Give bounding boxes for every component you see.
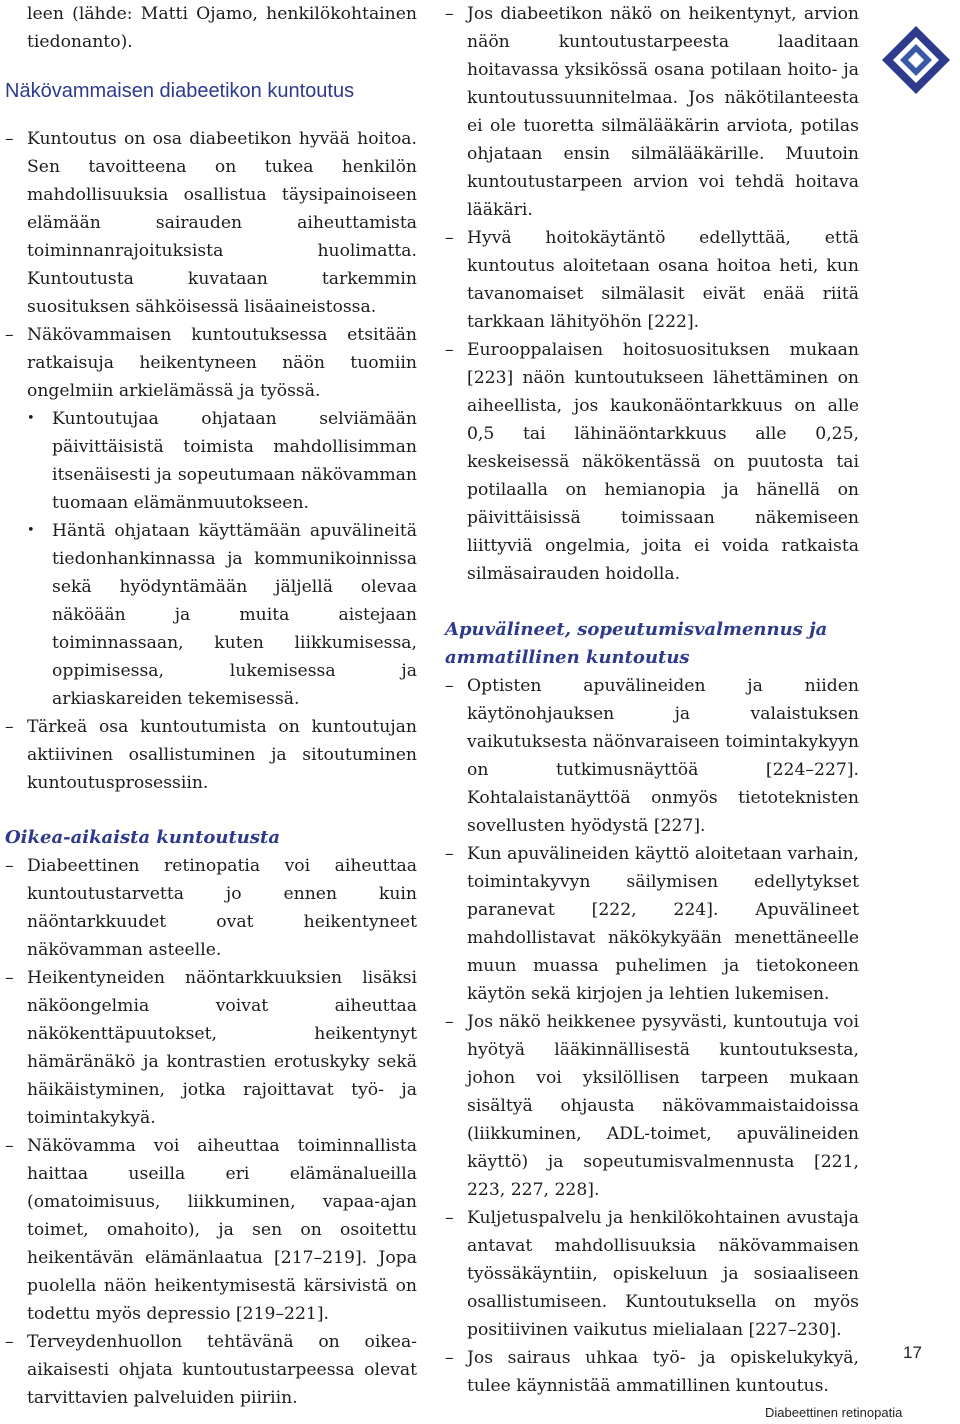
section-heading-aids: Apuvälineet, sopeutumisvalmennus ja ammatillinen kuntoutus xyxy=(445,619,828,668)
list-timely xyxy=(5,852,417,1412)
footer-title: Diabeettinen retinopatia xyxy=(765,1405,903,1420)
list-item: – Kun apuvälineiden käyttö aloitetaan varhain, toimintakyvyn säilymisen edellytykset paranevat [222, 224]. Apuvälineet mahdollistavat näkökykyään menettäneelle muun muassa puhelimen ja tietokoneen käytön sekä kirjojen ja lehtien lukemisen. xyxy=(445,844,859,1004)
page-number: 17 xyxy=(903,1343,922,1362)
list-item: – Tärkeä osa kuntoutumista on kuntoutujan aktiivinen osallistuminen ja sitoutuminen kuntoutusprosessiin. xyxy=(5,717,417,793)
list-assessment xyxy=(445,0,859,588)
list-rehab-2 xyxy=(5,713,417,797)
intro-text: leen (lähde: Matti Ojamo, henkilökohtainen tiedonanto). xyxy=(27,4,417,52)
list-item: – Jos diabeetikon näkö on heikentynyt, arvion näön kuntoutustarpeesta laaditaan hoitavassa yksikössä osana potilaan hoito- ja kuntoutussuunnitelmaa. Jos näkötilanteesta ei ole tuoretta silmälääkärin arviota, potilas ohjataan ensin silmälääkärille. Muutoin kuntoutustarpeen arvion voi tehdä hoitava lääkäri. xyxy=(445,4,859,220)
list-item: – Näkövamma voi aiheuttaa toiminnallista haittaa useilla eri elämänalueilla (omatoimisuus, liikkuminen, vapaa-ajan toimet, omahoito), ja sen on osoitettu heikentävän elämänlaatua [217–219]. Jopa puolella näön heikentymisestä kärsivistä on todettu myös depressio [219–221]. xyxy=(5,1136,417,1324)
list-item: – Näkövammaisen kuntoutuksessa etsitään ratkaisuja heikentyneen näön tuomiin ongelmiin arkielämässä ja työssä. xyxy=(5,325,417,401)
left-column xyxy=(5,0,417,1412)
list-item: – Kuljetuspalvelu ja henkilökohtainen avustaja antavat mahdollisuuksia näkövammaisen työssäkäyntiin, opiskeluun ja sosiaaliseen osallistumiseen. Kuntoutuksella on myös positiivinen vaikutus mielialaan [227–230]. xyxy=(445,1208,859,1340)
list-item: – Jos näkö heikkenee pysyvästi, kuntoutuja voi hyötyä lääkinnällisestä kuntoutuksesta, johon voi yksilöllisen tarpeen mukaan sisältyä ohjausta näkövammaistaidoissa (liikkuminen, ADL-toimet, apuvälineiden käyttö) ja sopeutumisvalmennusta [221, 223, 227, 228]. xyxy=(445,1012,859,1200)
list-item: – Jos sairaus uhkaa työ- ja opiskelukykyä, tulee käynnistää ammatillinen kuntoutus. xyxy=(445,1348,859,1396)
list-aids xyxy=(445,672,859,1400)
section-heading-rehab: Näkövammaisen diabeetikon kuntoutus xyxy=(5,80,355,102)
diamond-logo-icon xyxy=(880,24,952,96)
list-item: – Kuntoutus on osa diabeetikon hyvää hoitoa. Sen tavoitteena on tukea henkilön mahdollisuuksia osallistua täysipainoiseen elämään sairauden aiheuttamista toiminnanrajoituksista huolimatta. Kuntoutusta kuvataan tarkemmin suosituksen sähköisessä lisäaineistossa. xyxy=(5,129,417,317)
list-item: – Heikentyneiden näöntarkkuuksien lisäksi näköongelmia voivat aiheuttaa näkökenttäpuutokset, heikentynyt hämäränäkö ja kontrastien erotuskyky sekä häikäistyminen, jotka rajoittavat työ- ja toimintakykyä. xyxy=(5,968,417,1128)
sublist-rehab xyxy=(5,405,417,713)
section-heading-timely: Oikea-aikaista kuntoutusta xyxy=(5,827,280,848)
list-item: – Hyvä hoitokäytäntö edellyttää, että kuntoutus aloitetaan osana hoitoa heti, kun tavanomaiset silmälasit eivät enää riitä tarkkaan lähityöhön [222]. xyxy=(445,228,859,332)
list-item: – Eurooppalaisen hoitosuosituksen mukaan [223] näön kuntoutukseen lähettäminen on aiheellista, jos kaukonäöntarkkuus on alle 0,5 tai lähinäöntarkkuus alle 0,25, keskeisessä näkökentässä on puutosta tai potilaalla on hemianopia ja hänellä on päivittäisissä toimissaan näkemiseen liittyviä ongelmia, joita ei voida ratkaista silmäsairauden hoidolla. xyxy=(445,340,859,584)
list-item: – Terveydenhuollon tehtävänä on oikea-aikaisesti ohjata kuntoutustarpeessa olevat tarvittavien palveluiden piiriin. xyxy=(5,1332,417,1408)
list-item: – Optisten apuvälineiden ja niiden käytönohjauksen ja valaistuksen vaikutuksesta näönvaraiseen toimintakykyyn on tutkimusnäyttöä [224–227]. Kohtalaistanäyttöä onmyös tietoteknisten sovellusten hyödystä [227]. xyxy=(445,676,859,836)
list-item: – Diabeettinen retinopatia voi aiheuttaa kuntoutustarvetta jo ennen kuin näöntarkkuudet ovat heikentyneet näkövamman asteelle. xyxy=(5,856,417,960)
sub-list-item: • Häntä ohjataan käyttämään apuvälineitä tiedonhankinnassa ja kommunikoinnissa sekä hyödyntämään jäljellä olevaa näköään ja muita aistejaan toiminnassaan, kuten liikkumisessa, oppimisessa, lukemisessa ja arkiaskareiden tekemisessä. xyxy=(27,521,417,709)
right-column xyxy=(445,0,859,1400)
sub-list-item: • Kuntoutujaa ohjataan selviämään päivittäisistä toimista mahdollisimman itsenäisesti ja sopeutumaan näkövamman tuomaan elämänmuutokseen. xyxy=(27,409,417,513)
list-rehab-1 xyxy=(5,125,417,405)
